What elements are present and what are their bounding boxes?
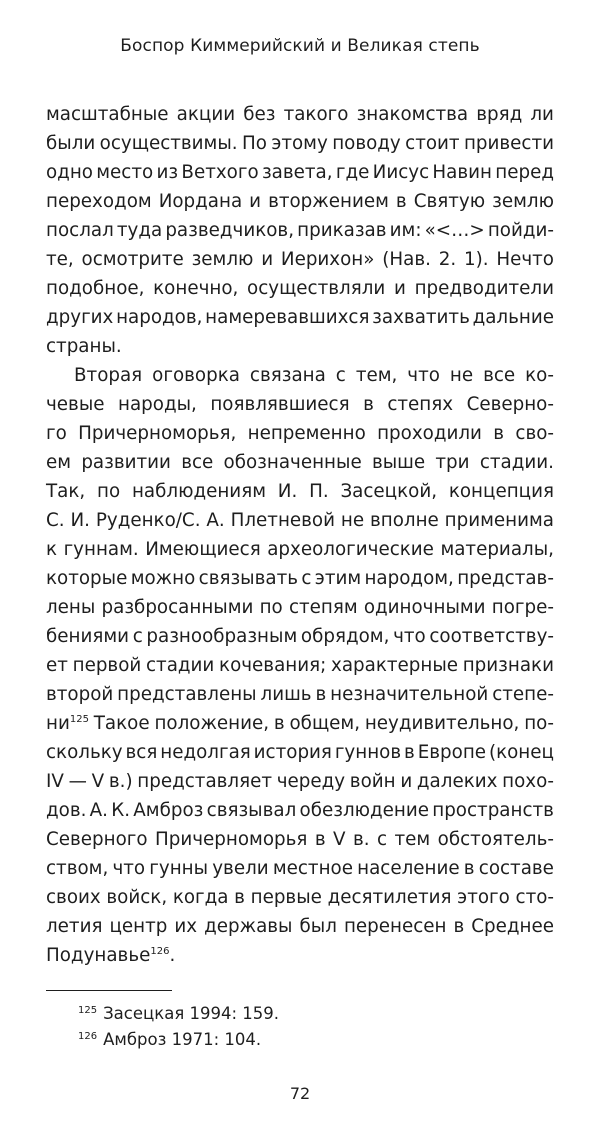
word: осуществимы. bbox=[99, 133, 238, 154]
word: ко- bbox=[525, 365, 554, 386]
word: место bbox=[96, 162, 154, 183]
word: степе- bbox=[492, 684, 554, 705]
word: признаки bbox=[462, 655, 554, 676]
word: составе bbox=[478, 858, 554, 879]
text-line bbox=[46, 477, 554, 506]
word: в bbox=[395, 191, 407, 212]
word: Среднее bbox=[471, 916, 554, 937]
word: в bbox=[493, 423, 505, 444]
word: привести bbox=[463, 133, 554, 154]
word: незначительной bbox=[330, 684, 489, 705]
word: наблюдениям bbox=[131, 481, 266, 502]
text-line bbox=[46, 129, 554, 158]
word: этим bbox=[314, 568, 362, 589]
word: в bbox=[404, 742, 415, 763]
word: представ- bbox=[457, 568, 554, 589]
word: IV bbox=[46, 771, 64, 792]
word: вполне bbox=[369, 510, 439, 531]
word: был bbox=[299, 916, 337, 937]
word: По bbox=[241, 133, 267, 154]
word: обезлюдение bbox=[299, 800, 429, 821]
footnote-marker[interactable]: 125 bbox=[69, 714, 89, 725]
word: те, bbox=[46, 249, 74, 270]
word: далеких bbox=[416, 771, 498, 792]
word: оговорка bbox=[152, 365, 240, 386]
word: тем, bbox=[355, 365, 398, 386]
word: пространств bbox=[432, 800, 554, 821]
word: Ветхого bbox=[181, 162, 259, 183]
word: одно bbox=[46, 162, 93, 183]
word: землю bbox=[492, 191, 554, 212]
word: обрядом, bbox=[300, 626, 390, 647]
word: пойди- bbox=[487, 220, 554, 241]
word: были bbox=[46, 133, 96, 154]
word: знакомства bbox=[356, 104, 469, 125]
word: масштабные bbox=[46, 104, 169, 125]
word: дальние bbox=[472, 307, 554, 328]
text-line bbox=[46, 390, 554, 419]
text-line bbox=[46, 593, 554, 622]
word: и bbox=[249, 191, 262, 212]
word: степям bbox=[288, 597, 358, 618]
word: общем, bbox=[289, 713, 361, 734]
body-text bbox=[46, 100, 554, 970]
word: соответству- bbox=[429, 626, 554, 647]
word: этому bbox=[271, 133, 328, 154]
footnote-number: 126 bbox=[78, 1031, 98, 1042]
word: что bbox=[407, 365, 440, 386]
word: в bbox=[453, 916, 465, 937]
text-line bbox=[46, 448, 554, 477]
word: что bbox=[393, 626, 426, 647]
word: второй bbox=[46, 684, 114, 705]
footnote-text: Амброз 1971: 104. bbox=[103, 1030, 262, 1049]
word: проходили bbox=[377, 423, 482, 444]
word: войск, bbox=[106, 887, 168, 908]
word: намеревавшихся bbox=[205, 307, 370, 328]
text-line bbox=[46, 303, 554, 332]
word: $ни^{125}$ bbox=[46, 713, 89, 734]
word: Нечто bbox=[496, 249, 554, 270]
text-line bbox=[46, 564, 554, 593]
word: местное bbox=[272, 858, 353, 879]
word: захватить bbox=[372, 307, 470, 328]
text-line bbox=[46, 245, 554, 274]
word: в bbox=[234, 887, 245, 908]
word: перед bbox=[495, 162, 554, 183]
word: предводители bbox=[414, 278, 554, 299]
word: (Нав. bbox=[382, 249, 431, 270]
text-line bbox=[46, 709, 554, 738]
word: перенесен bbox=[343, 916, 447, 937]
word: с bbox=[335, 365, 346, 386]
word: которые bbox=[46, 568, 128, 589]
word: сто- bbox=[515, 887, 554, 908]
word: приказав bbox=[297, 220, 387, 241]
word: переходом bbox=[46, 191, 152, 212]
word: «<…> bbox=[424, 220, 485, 241]
word: ли bbox=[530, 104, 554, 125]
text-line bbox=[46, 941, 554, 970]
text-line bbox=[46, 854, 554, 883]
word: Руденко/С. bbox=[95, 510, 201, 531]
page-number: 72 bbox=[289, 1084, 311, 1103]
word: население bbox=[357, 858, 460, 879]
word: вряд bbox=[476, 104, 523, 125]
word: 2. bbox=[438, 249, 457, 270]
word: стоит bbox=[405, 133, 460, 154]
footnote-separator bbox=[46, 990, 172, 991]
word: вторжением bbox=[268, 191, 389, 212]
word: осмотрите bbox=[81, 249, 184, 270]
word: туда bbox=[116, 220, 163, 241]
word: А. bbox=[89, 800, 108, 821]
word: страны. bbox=[46, 336, 122, 357]
footnote-item bbox=[78, 1001, 279, 1027]
word: Европе bbox=[417, 742, 487, 763]
word: своих bbox=[46, 887, 101, 908]
text-line bbox=[46, 100, 554, 129]
word: что bbox=[112, 858, 146, 879]
word: по- bbox=[524, 713, 554, 734]
word: археологические bbox=[267, 539, 434, 560]
word: Иисус bbox=[372, 162, 430, 183]
word: разнообразным bbox=[146, 626, 298, 647]
word: представляет bbox=[137, 771, 272, 792]
word: Так, bbox=[46, 481, 86, 502]
word: в bbox=[314, 829, 326, 850]
text-line bbox=[46, 680, 554, 709]
word: погре- bbox=[491, 597, 554, 618]
word: связана bbox=[249, 365, 326, 386]
word: не bbox=[449, 365, 474, 386]
word: И. bbox=[277, 481, 298, 502]
word: народов, bbox=[116, 307, 203, 328]
word: народом, bbox=[364, 568, 454, 589]
word: чевые bbox=[46, 394, 105, 415]
text-line bbox=[46, 274, 554, 303]
footnote-number: 125 bbox=[78, 1005, 98, 1016]
text-line bbox=[46, 216, 554, 245]
word: завета, bbox=[261, 162, 333, 183]
word: и bbox=[261, 249, 274, 270]
text-line bbox=[46, 158, 554, 187]
word: ством, bbox=[46, 858, 109, 879]
text-line bbox=[46, 419, 554, 448]
text-line bbox=[46, 883, 554, 912]
word: Подунавье$^{126}$ bbox=[46, 945, 170, 966]
footnotes bbox=[78, 1001, 279, 1053]
word: и bbox=[400, 771, 413, 792]
word: П. bbox=[309, 481, 329, 502]
footnote-text: Засецкая 1994: 159. bbox=[103, 1004, 280, 1023]
word: И. bbox=[70, 510, 90, 531]
word: и bbox=[393, 278, 406, 299]
word: к bbox=[46, 539, 58, 560]
word: первые bbox=[250, 887, 322, 908]
word: в. bbox=[353, 829, 370, 850]
word: войн bbox=[349, 771, 396, 792]
text-line bbox=[46, 361, 554, 390]
text-line bbox=[46, 332, 554, 361]
word: гунны bbox=[149, 858, 209, 879]
word: гуннам. bbox=[63, 539, 139, 560]
word: Имеющиеся bbox=[145, 539, 261, 560]
word: летия bbox=[46, 916, 103, 937]
text-line bbox=[46, 187, 554, 216]
word: с bbox=[132, 626, 143, 647]
word: центр bbox=[109, 916, 168, 937]
word: Северно- bbox=[466, 394, 554, 415]
word: в bbox=[315, 684, 327, 705]
word: все bbox=[483, 365, 516, 386]
word: их bbox=[174, 916, 198, 937]
word: недолгая bbox=[160, 742, 251, 763]
text-line bbox=[46, 912, 554, 941]
word: степях bbox=[387, 394, 454, 415]
word: связывал bbox=[206, 800, 297, 821]
word: ет bbox=[46, 655, 68, 676]
word: поводу bbox=[332, 133, 401, 154]
word: где bbox=[335, 162, 370, 183]
word: го bbox=[46, 423, 67, 444]
footnote-marker[interactable]: 126 bbox=[150, 946, 170, 957]
word: разведчиков, bbox=[165, 220, 295, 241]
word: этого bbox=[457, 887, 510, 908]
word: представлены bbox=[117, 684, 257, 705]
word: Плетневой bbox=[230, 510, 335, 531]
word: (конец bbox=[488, 742, 554, 763]
word: разбросанными bbox=[101, 597, 254, 618]
word: такого bbox=[283, 104, 349, 125]
word: С. bbox=[46, 510, 65, 531]
word: тем bbox=[394, 829, 431, 850]
word: по bbox=[97, 481, 121, 502]
word: Вторая bbox=[74, 365, 143, 386]
word: К. bbox=[111, 800, 131, 821]
text-line bbox=[46, 535, 554, 564]
word: три bbox=[435, 452, 470, 473]
word: Иордана bbox=[158, 191, 243, 212]
word: сво- bbox=[515, 423, 554, 444]
word: непременно bbox=[247, 423, 366, 444]
word: без bbox=[243, 104, 276, 125]
word: Северного bbox=[46, 829, 148, 850]
text-line bbox=[46, 506, 554, 535]
word: стадии bbox=[146, 655, 215, 676]
word: с bbox=[377, 829, 388, 850]
word: стадии. bbox=[479, 452, 554, 473]
word: Святую bbox=[413, 191, 486, 212]
word: применима bbox=[444, 510, 554, 531]
word: конечно, bbox=[153, 278, 239, 299]
word: землю bbox=[191, 249, 254, 270]
text-line bbox=[46, 796, 554, 825]
word: подобное, bbox=[46, 278, 145, 299]
word: лишь bbox=[260, 684, 312, 705]
word: первой bbox=[72, 655, 142, 676]
word: — bbox=[68, 771, 87, 792]
word: обстоятель- bbox=[437, 829, 554, 850]
word: осуществляли bbox=[247, 278, 386, 299]
word: не bbox=[340, 510, 365, 531]
word: V bbox=[333, 829, 346, 850]
word: история bbox=[253, 742, 332, 763]
word: похо- bbox=[502, 771, 554, 792]
word: послал bbox=[46, 220, 114, 241]
word: череду bbox=[276, 771, 346, 792]
word: дов. bbox=[46, 800, 87, 821]
word: кочевания; bbox=[219, 655, 327, 676]
word: связывать bbox=[198, 568, 299, 589]
word: в bbox=[463, 858, 475, 879]
word: когда bbox=[172, 887, 229, 908]
word: Амброз bbox=[133, 800, 204, 821]
word: народы, bbox=[118, 394, 197, 415]
word: увели bbox=[212, 858, 269, 879]
word: из bbox=[156, 162, 179, 183]
word: Такое bbox=[93, 713, 150, 734]
word: с bbox=[301, 568, 312, 589]
word: других bbox=[46, 307, 114, 328]
word: Иерихон» bbox=[280, 249, 375, 270]
word: положение, bbox=[154, 713, 270, 734]
text-line bbox=[46, 767, 554, 796]
word: им: bbox=[389, 220, 422, 241]
word: скольку bbox=[46, 742, 123, 763]
word: все bbox=[181, 452, 214, 473]
running-head: Боспор Киммерийский и Великая степь bbox=[120, 36, 480, 56]
text-line bbox=[46, 738, 554, 767]
word: десятилетия bbox=[327, 887, 452, 908]
word: одиночными bbox=[363, 597, 486, 618]
word: вся bbox=[125, 742, 158, 763]
word: можно bbox=[130, 568, 196, 589]
word: материалы, bbox=[440, 539, 554, 560]
word: Навин bbox=[432, 162, 492, 183]
word: в bbox=[273, 713, 285, 734]
word: в.) bbox=[108, 771, 133, 792]
word: бениями bbox=[46, 626, 130, 647]
footnote-item bbox=[78, 1027, 279, 1053]
text-line bbox=[46, 622, 554, 651]
word: по bbox=[259, 597, 283, 618]
word: характерные bbox=[331, 655, 459, 676]
word: . bbox=[169, 945, 176, 966]
word: развитии bbox=[81, 452, 171, 473]
word: Причерноморья bbox=[155, 829, 308, 850]
word: V bbox=[91, 771, 105, 792]
word: Причерноморья, bbox=[78, 423, 237, 444]
word: обозначенные bbox=[223, 452, 362, 473]
word: неудивительно, bbox=[364, 713, 520, 734]
word: гуннов bbox=[334, 742, 402, 763]
text-line bbox=[46, 825, 554, 854]
text-line bbox=[46, 651, 554, 680]
word: появлявшиеся bbox=[210, 394, 350, 415]
word: концепция bbox=[448, 481, 554, 502]
word: в bbox=[363, 394, 374, 415]
word: 1). bbox=[463, 249, 489, 270]
word: А. bbox=[206, 510, 225, 531]
word: выше bbox=[371, 452, 426, 473]
word: ем bbox=[46, 452, 72, 473]
word: державы bbox=[204, 916, 293, 937]
word: лены bbox=[46, 597, 96, 618]
word: Засецкой, bbox=[340, 481, 438, 502]
word: акции bbox=[176, 104, 236, 125]
